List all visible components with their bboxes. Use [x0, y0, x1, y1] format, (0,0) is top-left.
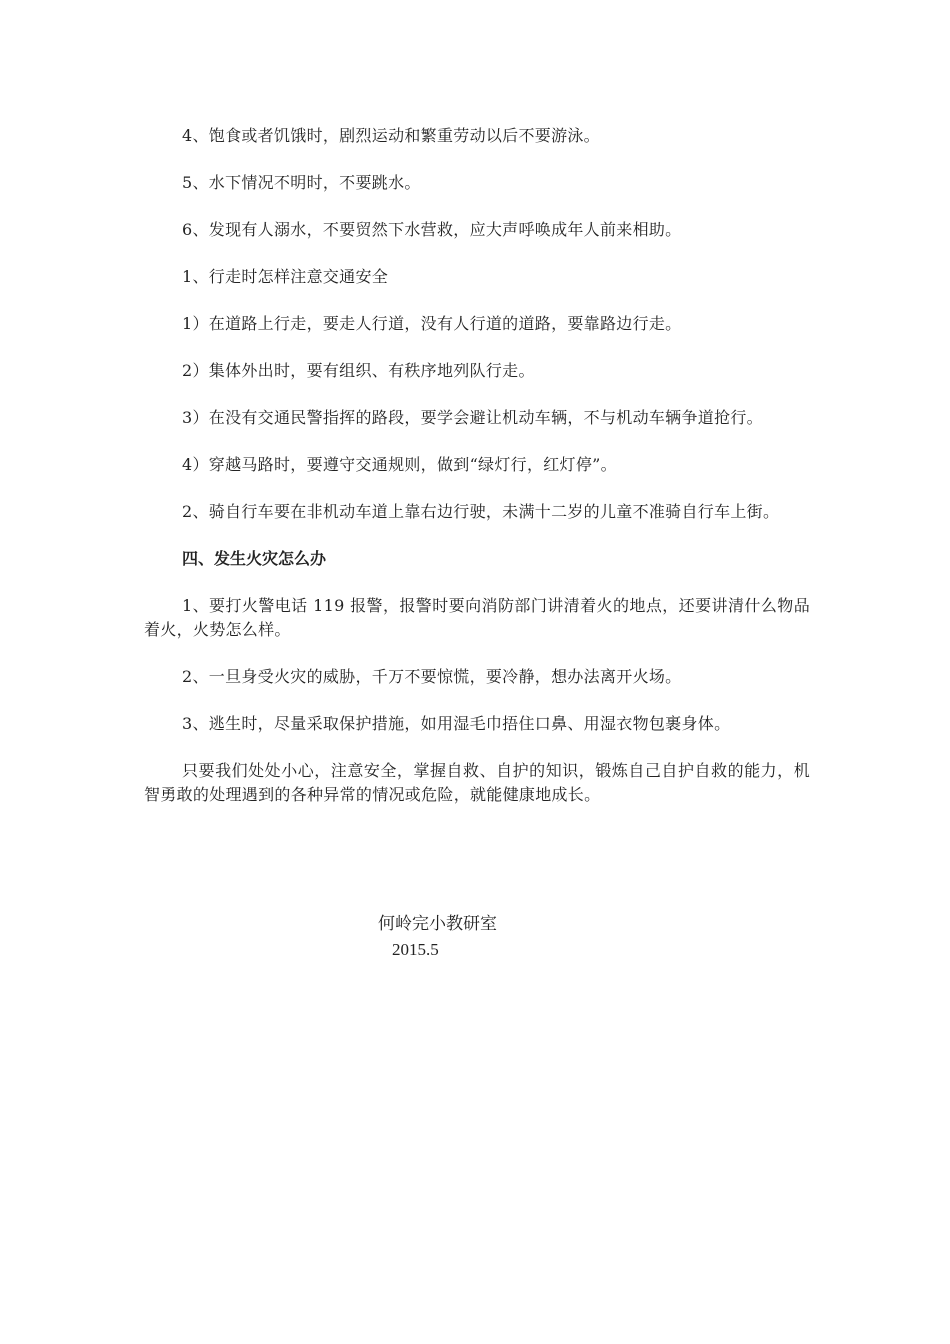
- signature-date: 2015.5: [392, 940, 439, 959]
- paragraph-fire-2: 2、一旦身受火灾的威胁，千万不要惊慌，要冷静，想办法离开火场。: [182, 667, 682, 686]
- section-heading-fire: 四、发生火灾怎么办: [182, 549, 327, 568]
- paragraph-traffic-title: 1、行走时怎样注意交通安全: [182, 267, 389, 286]
- paragraph-traffic-3: 3）在没有交通民警指挥的路段，要学会避让机动车辆，不与机动车辆争道抢行。: [182, 408, 763, 427]
- paragraph-traffic-1: 1）在道路上行走，要走人行道，没有人行道的道路，要靠路边行走。: [182, 314, 682, 333]
- paragraph-fire-3: 3、逃生时，尽量采取保护措施，如用湿毛巾捂住口鼻、用湿衣物包裹身体。: [182, 714, 731, 733]
- signature-block: [378, 912, 578, 962]
- paragraph-traffic-2: 2）集体外出时，要有组织、有秩序地列队行走。: [182, 361, 535, 380]
- paragraph-swim-4: 4、饱食或者饥饿时，剧烈运动和繁重劳动以后不要游泳。: [182, 126, 600, 145]
- paragraph-closing: 只要我们处处小心，注意安全，掌握自救、自护的知识，锻炼自己自护自救的能力，机智勇敢的处理遇到的各种异常的情况或危险，就能健康地成长。: [144, 761, 810, 804]
- document-body: [144, 124, 810, 830]
- paragraph-fire-1: 1、要打火警电话 119 报警，报警时要向消防部门讲清着火的地点，还要讲清什么物品着火，火势怎么样。: [144, 596, 810, 639]
- signature-org: 何岭完小教研室: [378, 914, 497, 934]
- paragraph-traffic-4: 4）穿越马路时，要遵守交通规则，做到“绿灯行，红灯停”。: [182, 455, 617, 474]
- paragraph-swim-5: 5、水下情况不明时，不要跳水。: [182, 173, 421, 192]
- paragraph-swim-6: 6、发现有人溺水，不要贸然下水营救，应大声呼唤成年人前来相助。: [182, 220, 682, 239]
- paragraph-bicycle: 2、骑自行车要在非机动车道上靠右边行驶，未满十二岁的儿童不准骑自行车上街。: [182, 502, 780, 521]
